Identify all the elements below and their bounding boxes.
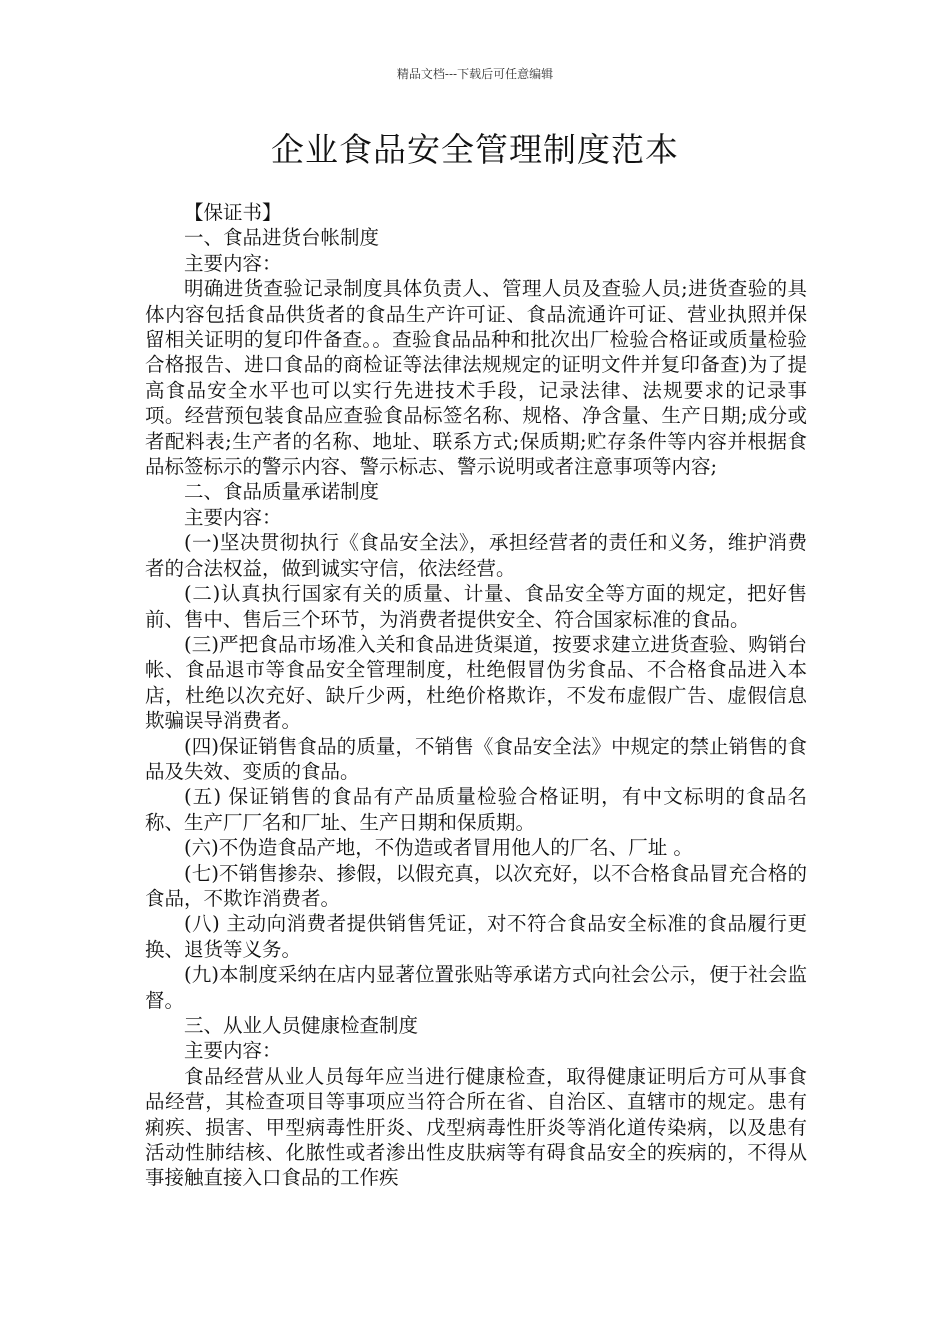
paragraph: (一)坚决贯彻执行《食品安全法》，承担经营者的责任和义务，维护消费者的合法权益，做到诚实守信，依法经营。	[145, 531, 807, 580]
paragraph: (二)认真执行国家有关的质量、计量、食品安全等方面的规定，把好售前、售中、售后三个环节，为消费者提供安全、符合国家标准的食品。	[145, 582, 807, 631]
paragraph: 食品经营从业人员每年应当进行健康检查，取得健康证明后方可从事食品经营，其检查项目等事项应当符合所在省、自治区、直辖市的规定。患有痢疾、损害、甲型病毒性肝炎、戊型病毒性肝炎等消化道传染病，以及患有活动性肺结核、化脓性或者渗出性皮肤病等有碍食品安全的疾病的，不得从事接触直接入口食品的工作疾	[145, 1064, 807, 1190]
paragraph: 明确进货查验记录制度具体负责人、管理人员及查验人员;进货查验的具体内容包括食品供货者的食品生产许可证、食品流通许可证、营业执照并保留相关证明的复印件备查。。查验食品品种和批次出厂检验合格证或质量检验合格报告、进口食品的商检证等法律法规规定的证明文件并复印备查)为了提高食品安全水平也可以实行先进技术手段，记录法律、法规要求的记录事项。经营预包装食品应查验食品标签名称、规格、净含量、生产日期;成分或者配料表;生产者的名称、地址、联系方式;保质期;贮存条件等内容并根据食品标签标示的警示内容、警示标志、警示说明或者注意事项等内容;	[145, 277, 807, 479]
section-heading: 三、从业人员健康检查制度	[184, 1014, 419, 1037]
paragraph: (七)不销售掺杂、掺假，以假充真，以次充好，以不合格食品冒充合格的食品，不欺诈消费者。	[145, 861, 807, 910]
paragraph: (八) 主动向消费者提供销售凭证，对不符合食品安全标准的食品履行更换、退货等义务。	[145, 912, 807, 961]
paragraph: (三)严把食品市场准入关和食品进货渠道，按要求建立进货查验、购销台帐、食品退市等食品安全管理制度，杜绝假冒伪劣食品、不合格食品进入本店，杜绝以次充好、缺斤少两，杜绝价格欺诈，不发布虚假广告、虚假信息欺骗误导消费者。	[145, 632, 807, 733]
header-note: 精品文档---下载后可任意编辑	[396, 67, 554, 81]
paragraph: 主要内容：	[184, 251, 282, 275]
paragraph: (五) 保证销售的食品有产品质量检验合格证明，有中文标明的食品名称、生产厂厂名和厂址、生产日期和保质期。	[145, 785, 807, 834]
paragraph: (九)本制度采纳在店内显著位置张贴等承诺方式向社会公示，便于社会监督。	[145, 963, 807, 1012]
document-body	[145, 200, 807, 1191]
paragraph: 【保证书】	[184, 201, 282, 224]
section-heading: 一、食品进货台帐制度	[184, 226, 380, 250]
paragraph: 主要内容：	[184, 505, 282, 529]
document-title: 企业食品安全管理制度范本	[271, 130, 679, 169]
paragraph: 主要内容：	[184, 1039, 282, 1063]
paragraph: (四)保证销售食品的质量，不销售《食品安全法》中规定的禁止销售的食品及失效、变质的食品。	[145, 734, 807, 783]
section-heading: 二、食品质量承诺制度	[184, 480, 380, 504]
paragraph: (六)不伪造食品产地，不伪造或者冒用他人的厂名、厂址 。	[184, 836, 693, 860]
